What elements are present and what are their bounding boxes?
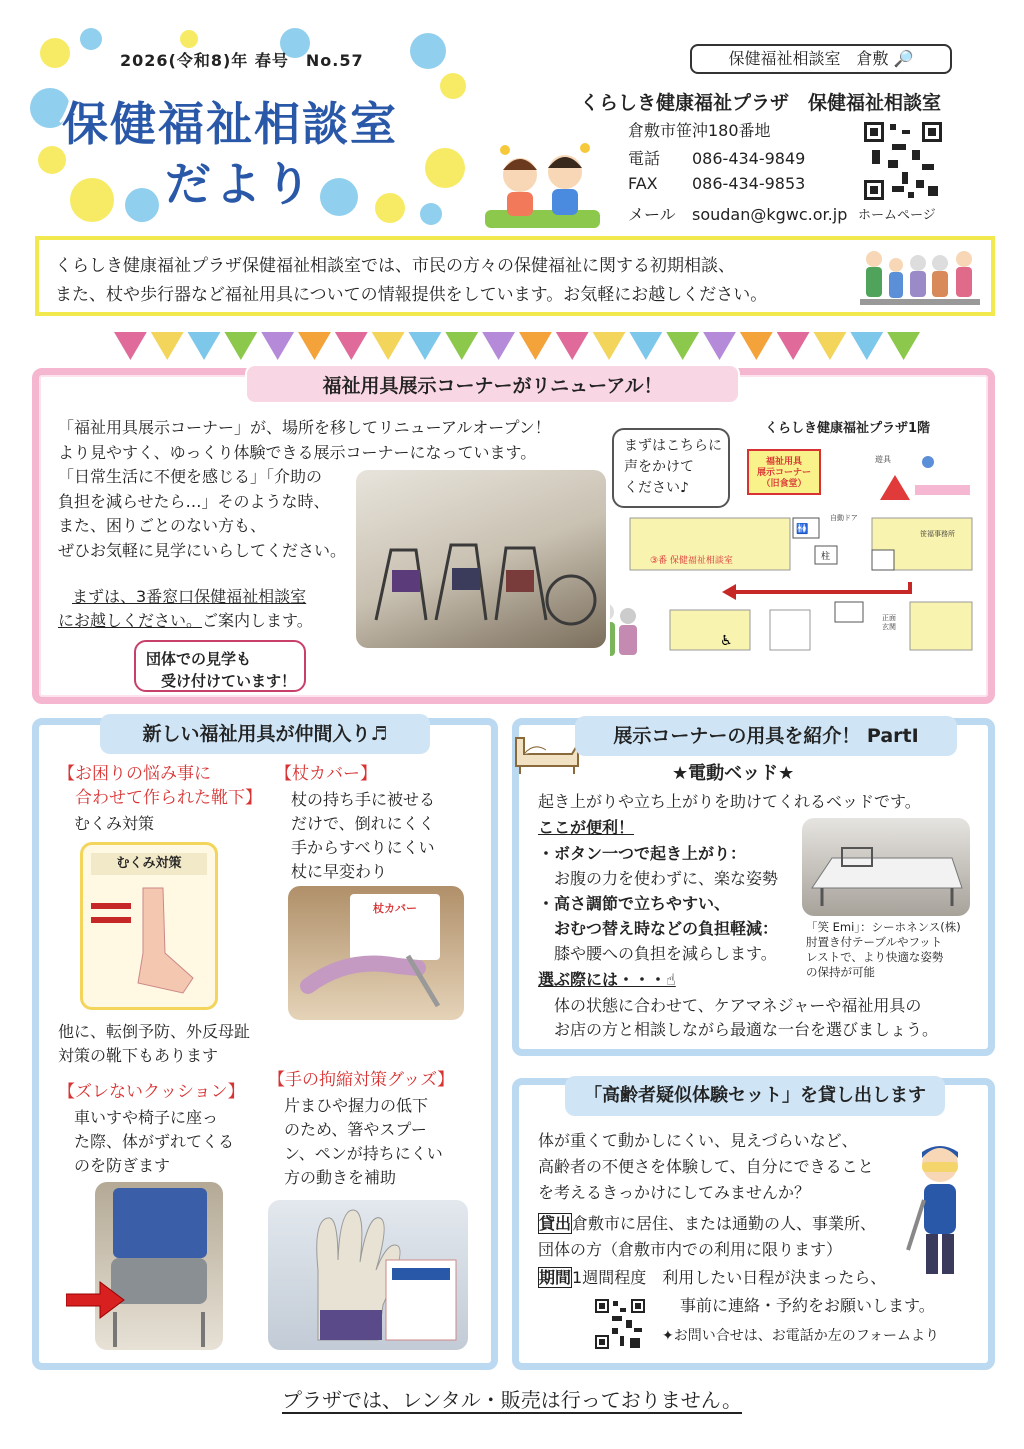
- phone-row: [628, 146, 805, 169]
- homepage-label: ホームページ: [858, 208, 936, 223]
- bed-benefit-2-detail: 膝や腰への負担を減らします。: [538, 944, 777, 963]
- showroom-body: 「福祉用具展示コーナー」が、場所を移してリニューアルオープン！ より見やすく、ゆっくり体験できる展示コーナーになっています。 「日常生活に不便を感じる」「介助の 負担を減らせたら…」そのような時、 また、困りごとのない方も、 ぜひお気軽に見学にいらしてください。: [58, 418, 551, 560]
- bunting-flag: [409, 332, 442, 360]
- page-title-sub: だより: [165, 157, 315, 211]
- fax-row: [628, 174, 805, 193]
- sock-photo: [80, 842, 218, 1010]
- map-door-label: 自動ドア: [830, 514, 858, 522]
- showroom-title: 福祉用具展示コーナーがリニューアル！: [245, 364, 740, 404]
- lend-text-2: 団体の方（倉敷市内での利用に限ります）: [538, 1240, 843, 1259]
- electric-bed-icon: [802, 818, 970, 916]
- bunting-decoration: [112, 330, 922, 362]
- footer-note: [0, 1384, 1024, 1413]
- address: 倉敷市笹沖180番地: [628, 121, 771, 140]
- showroom-guide-3: ご案内します。: [202, 611, 313, 630]
- aging-kit-title: 「高齢者疑似体験セット」を貸し出します: [565, 1076, 945, 1116]
- kids-illustration: [485, 140, 600, 228]
- bunting-flag: [188, 332, 221, 360]
- bed-icon: [512, 728, 582, 776]
- bed-caption: 「笑 Emi」：シーホネンス(株) 肘置き付テーブルやフット レストで、より快適な姿勢 の保持が可能: [806, 920, 961, 979]
- showroom-guide-2: にお越しください。: [58, 611, 203, 630]
- accessible-icon: ♿: [720, 633, 733, 649]
- map-entrance-label: 正面玄関: [882, 614, 896, 631]
- inquiry-note: ✦お問い合せは、お電話か左のフォームより: [662, 1328, 940, 1344]
- bunting-flag: [519, 332, 552, 360]
- footer-text: プラザでは、レンタル・販売は行っておりません。: [282, 1388, 742, 1412]
- floor-map: [610, 420, 975, 692]
- form-qr-code[interactable]: [594, 1298, 646, 1350]
- lend-text: 倉敷市に居住、または通勤の人、事業所、: [572, 1214, 877, 1233]
- intro-line-2: また、杖や歩行器など福祉用具についての情報提供をしています。お気軽にお越しください。: [55, 285, 768, 305]
- aging-kit-body: 体が重くて動かしにくい、見えづらいなど、 高齢者の不便さを体験して、自分にできること を考えるきっかけにしてみませんか？: [538, 1131, 874, 1202]
- bed-benefit-1-detail: お腹の力を使わずに、楽な姿勢: [538, 869, 779, 888]
- bunting-flag: [777, 332, 810, 360]
- aging-simulation-figure: [900, 1140, 980, 1280]
- period-text-2: 事前に連絡・予約をお願いします。: [680, 1296, 935, 1315]
- cushion-body: 車いすや椅子に座っ た際、体がずれてくる のを防ぎます: [74, 1108, 235, 1175]
- bed-photo: [802, 818, 970, 916]
- bunting-flag: [629, 332, 662, 360]
- bunting-flag: [666, 332, 699, 360]
- bunting-flag: [740, 332, 773, 360]
- cushion-photo: [95, 1182, 223, 1350]
- period-label: 期間: [539, 1268, 572, 1287]
- issue-number: 2026(令和8)年 春号 No.57: [120, 51, 364, 70]
- bed-lead: 起き上がりや立ち上がりを助けてくれるベッドです。: [538, 792, 921, 811]
- new-equipment-title: 新しい福祉用具が仲間入り♬: [100, 714, 430, 754]
- hand-device-photo: [268, 1200, 468, 1350]
- showroom-guide-2-row: [58, 609, 313, 633]
- showroom-guide-1: まずは、3番窓口保健福祉相談室: [72, 587, 307, 606]
- bunting-flag: [482, 332, 515, 360]
- sock-icon: [83, 883, 213, 1003]
- bed-benefit-2b: おむつ替え時などの負担軽減：: [538, 919, 779, 938]
- bunting-flag: [261, 332, 294, 360]
- phone-number: 086-434-9849: [692, 149, 806, 168]
- bed-item-name: ★電動ベッド★: [672, 763, 795, 784]
- cane-body: 杖の持ち手に被せる だけで、倒れにくく 手からすべりにくい 杖に早変わり: [291, 790, 436, 881]
- map-office-label: 笹福事務所: [920, 530, 955, 538]
- mail-row: [628, 202, 847, 225]
- bunting-flag: [593, 332, 626, 360]
- period-row: [538, 1266, 886, 1290]
- sock-subtitle: むくみ対策: [58, 814, 155, 833]
- bed-benefit-1: ・ボタン一つで起き上がり：: [538, 844, 747, 863]
- walker-icon: [356, 470, 606, 648]
- map-pillar-label: 柱: [821, 552, 831, 562]
- lend-row: [538, 1212, 876, 1236]
- mail-address[interactable]: soudan@kgwc.or.jp: [692, 205, 848, 224]
- map-counter-label: ③番 保健福祉相談室: [650, 556, 733, 566]
- bunting-flag: [445, 332, 478, 360]
- organization-name: くらしき健康福祉プラザ 保健福祉相談室: [580, 92, 942, 114]
- bunting-flag: [151, 332, 184, 360]
- period-text: 1週間程度 利用したい日程が決まったら、: [572, 1268, 887, 1287]
- sock-heading: 【お困りの悩み事に 合わせて作られた靴下】: [58, 764, 262, 808]
- red-arrow-icon: [66, 1280, 126, 1320]
- lend-label: 貸出: [539, 1214, 572, 1233]
- glove-icon: [268, 1200, 468, 1350]
- bunting-flag: [814, 332, 847, 360]
- bed-choose-heading: 選ぶ際には・・・☝: [538, 970, 676, 989]
- cane-icon: [288, 886, 464, 1020]
- phone-label: 電話: [628, 149, 661, 168]
- bunting-flag: [372, 332, 405, 360]
- group-visit-callout: 団体での見学も 受け付けています！: [134, 640, 306, 692]
- cane-package-title: 杖カバー: [350, 894, 440, 960]
- page-title: 保健福祉相談室: [62, 97, 398, 151]
- map-play-label: 遊具: [875, 455, 891, 464]
- bed-choose-body: 体の状態に合わせて、ケアマネジャーや福祉用具の お店の方と相談しながら最適な一台を選びましょう。: [554, 996, 939, 1039]
- bunting-flag: [224, 332, 257, 360]
- homepage-qr-code[interactable]: [862, 120, 944, 202]
- intro-line-1: くらしき健康福祉プラザ保健福祉相談室では、市民の方々の保健福祉に関する初期相談、: [55, 256, 735, 276]
- bed-benefit-heading: ここが便利！: [538, 818, 635, 837]
- hand-body: 片まひや握力の低下 のため、箸やスプー ン、ペンが持ちにくい 方の動きを補助: [284, 1096, 443, 1187]
- map-title: くらしき健康福祉プラザ1階: [765, 421, 931, 436]
- bed-title: 展示コーナーの用具を紹介！ PartⅠ: [575, 716, 957, 756]
- cushion-heading: 【ズレないクッション】: [58, 1082, 245, 1102]
- window-callout: まずはこちらに 声をかけて ください♪: [612, 428, 730, 508]
- bunting-flag: [556, 332, 589, 360]
- fax-label: FAX: [628, 174, 658, 193]
- hand-heading: 【手の拘縮対策グッズ】: [268, 1070, 455, 1090]
- wheelchair-cushion-icon: [95, 1182, 223, 1350]
- sock-note: 他に、転倒予防、外反母趾 対策の靴下もあります: [58, 1022, 251, 1065]
- intro-box: [35, 236, 995, 316]
- bunting-flag: [114, 332, 147, 360]
- cane-heading: 【杖カバー】: [275, 764, 377, 784]
- bunting-flag: [298, 332, 331, 360]
- cane-cover-photo: [288, 886, 464, 1020]
- bunting-flag: [850, 332, 883, 360]
- bunting-flag: [703, 332, 736, 360]
- mail-label: メール: [628, 205, 676, 224]
- bunting-flag: [335, 332, 368, 360]
- showroom-photo: [356, 470, 606, 648]
- bunting-flag: [887, 332, 920, 360]
- sock-package-title: むくみ対策: [91, 853, 207, 875]
- site-badge[interactable]: 保健福祉相談室 倉敷 🔎: [690, 44, 952, 74]
- svg-text:🚻: 🚻: [796, 524, 809, 535]
- family-illustration: [860, 245, 980, 309]
- map-corner-label: 福祉用具展示コーナー（旧食堂）: [756, 457, 812, 489]
- bed-benefit-2: ・高さ調節で立ちやすい、: [538, 894, 731, 913]
- fax-number: 086-434-9853: [692, 174, 806, 193]
